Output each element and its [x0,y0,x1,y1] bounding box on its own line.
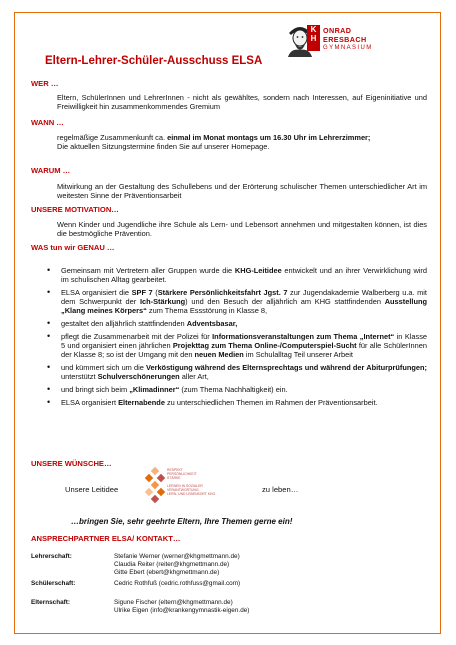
heading-was: WAS tun wir GENAU … [31,243,115,252]
list-item: • Gemeinsam mit Vertretern aller Gruppen wurde die KHG-Leitidee entwickelt und an ihrer Verwirklichung wird im schulischen Alltag gearbeitet. [45,266,427,284]
text-wann [57,133,427,151]
leitidee-line: PERSÖNLICHKEIT [167,472,197,476]
school-logo [279,19,439,65]
heading-warum: WARUM … [31,166,71,175]
wann-prefix: regelmäßige Zusammenkunft ca. [57,133,168,142]
heading-wishes: UNSERE WÜNSCHE… [31,459,112,468]
logo-h-letter: H [310,34,317,43]
heading-contacts: ANSPRECHPARTNER ELSA/ KONTAKT… [31,534,181,543]
slogan: …bringen Sie, sehr geehrte Eltern, Ihre Themen gerne ein! [71,517,293,526]
flyer-page [14,12,441,634]
logo-line-2: ERESBACH [323,35,367,44]
heading-motivation: UNSERE MOTIVATION… [31,205,119,214]
leitidee-line: STÄRKE [167,476,181,480]
contact-lines [114,553,240,577]
logo-initials [307,25,320,51]
contact-label: Elternschaft: [31,599,71,606]
list-item: • gestaltet den alljährlich stattfindenden Adventsbasar, [45,319,427,328]
heading-wann: WANN … [31,118,64,127]
contact-line: Cedric Rothfuß (cedric.rothfuss@gmail.com) [114,580,241,587]
list-item: • und kümmert sich um die Verköstigung während des Elternsprechtags und während der Abiturprüfungen; unterstützt Schulverschönerungen aller Art, [45,363,427,381]
heading-wer: WER … [31,79,59,88]
leitidee-line: LERN- UND LEBENSORT KHG. [167,492,217,496]
contact-line: Claudia Reiter (reiter@khgmettmann.de) [114,561,230,569]
list-item: • pflegt die Zusammenarbeit mit der Polizei für Informationsveranstaltungen zum Thema „Internet“ in Klasse 5 und organisiert einen jährlichen Projekttag zum Thema Online-/Computerspiel-Sucht für alle SchülerInnen der Klasse 8; so ist der Umgang mit den neuen Medien im Schulalltag Teil unserer Arbeit [45,332,427,360]
list-item: • ELSA organisiert die SPF 7 (Stärkere Persönlichkeitsfahrt Jgst. 7 zur Jugendakademie Walberberg u.a. mit dem Schwerpunkt der Ich-Stärkung) und den Besuch der alljährlich am KHG stattfindenden Ausstellung „Klang meines Körpers“ zum Thema Essstörung in Klasse 8, [45,288,427,316]
text-warum: Mitwirkung an der Gestaltung des Schullebens und der Erörterung schulischer Themen unterschiedlicher Art im weitesten Sinne der Präventionsarbeit [57,182,427,201]
text-motivation: Wenn Kinder und Jugendliche ihre Schule als Lern- und Lebensort annehmen und mitgestalten können, ist dies die bestmögliche Prävention. [57,220,427,239]
wann-bold: einmal im Monat montags um 16.30 Uhr im Lehrerzimmer; [167,133,371,142]
contact-lines [114,580,240,588]
contact-line: Stefanie Werner (werner@khgmettmann.de) [114,553,240,560]
list-item: • ELSA organisiert Elternabende zu unterschiedlichen Themen im Rahmen der Präventionsarbeit. [45,398,427,407]
leitidee-logo [143,466,253,504]
contact-lines [114,599,249,615]
contact-line: Sigune Fischer (eltern@khgmettmann.de) [114,599,233,606]
wann-line2: Die aktuellen Sitzungstermine finden Sie auf unserer Homepage. [57,142,270,152]
logo-line-1: ONRAD [323,26,352,35]
text-wer: Eltern, SchülerInnen und LehrerInnen - nicht als gewähltes, sondern nach Interessen, auf Eigeninitiative und Freiwilligkeit hin zusammenkommendes Gremium [57,93,427,112]
activity-list [45,266,427,411]
logo-line-3: GYMNASIUM [323,45,373,51]
page-title: Eltern-Lehrer-Schüler-Ausschuss ELSA [45,55,263,67]
wishes-right-text: zu leben… [262,485,299,494]
wishes-left-text: Unsere Leitidee [65,485,119,494]
leitidee-diamond-icon [143,466,167,504]
logo-k-letter: K [310,25,317,34]
contact-label: Schülerschaft: [31,580,76,587]
list-item: • und bringt sich beim „Klimadinner“ (zum Thema Nachhaltigkeit) ein. [45,385,427,394]
leitidee-line: LERNEN IN SOZIALER [167,484,203,488]
header [15,13,440,71]
contact-line: Ulrike Eigen (info@krankengymnastik-eigen.de) [114,607,250,615]
contact-line: Gitte Ebert (ebert@khgmettmann.de) [114,569,220,577]
leitidee-line: VERANTWORTUNG. [167,488,200,492]
contact-label: Lehrerschaft: [31,553,72,560]
leitidee-line: RESPEKT [167,468,183,472]
